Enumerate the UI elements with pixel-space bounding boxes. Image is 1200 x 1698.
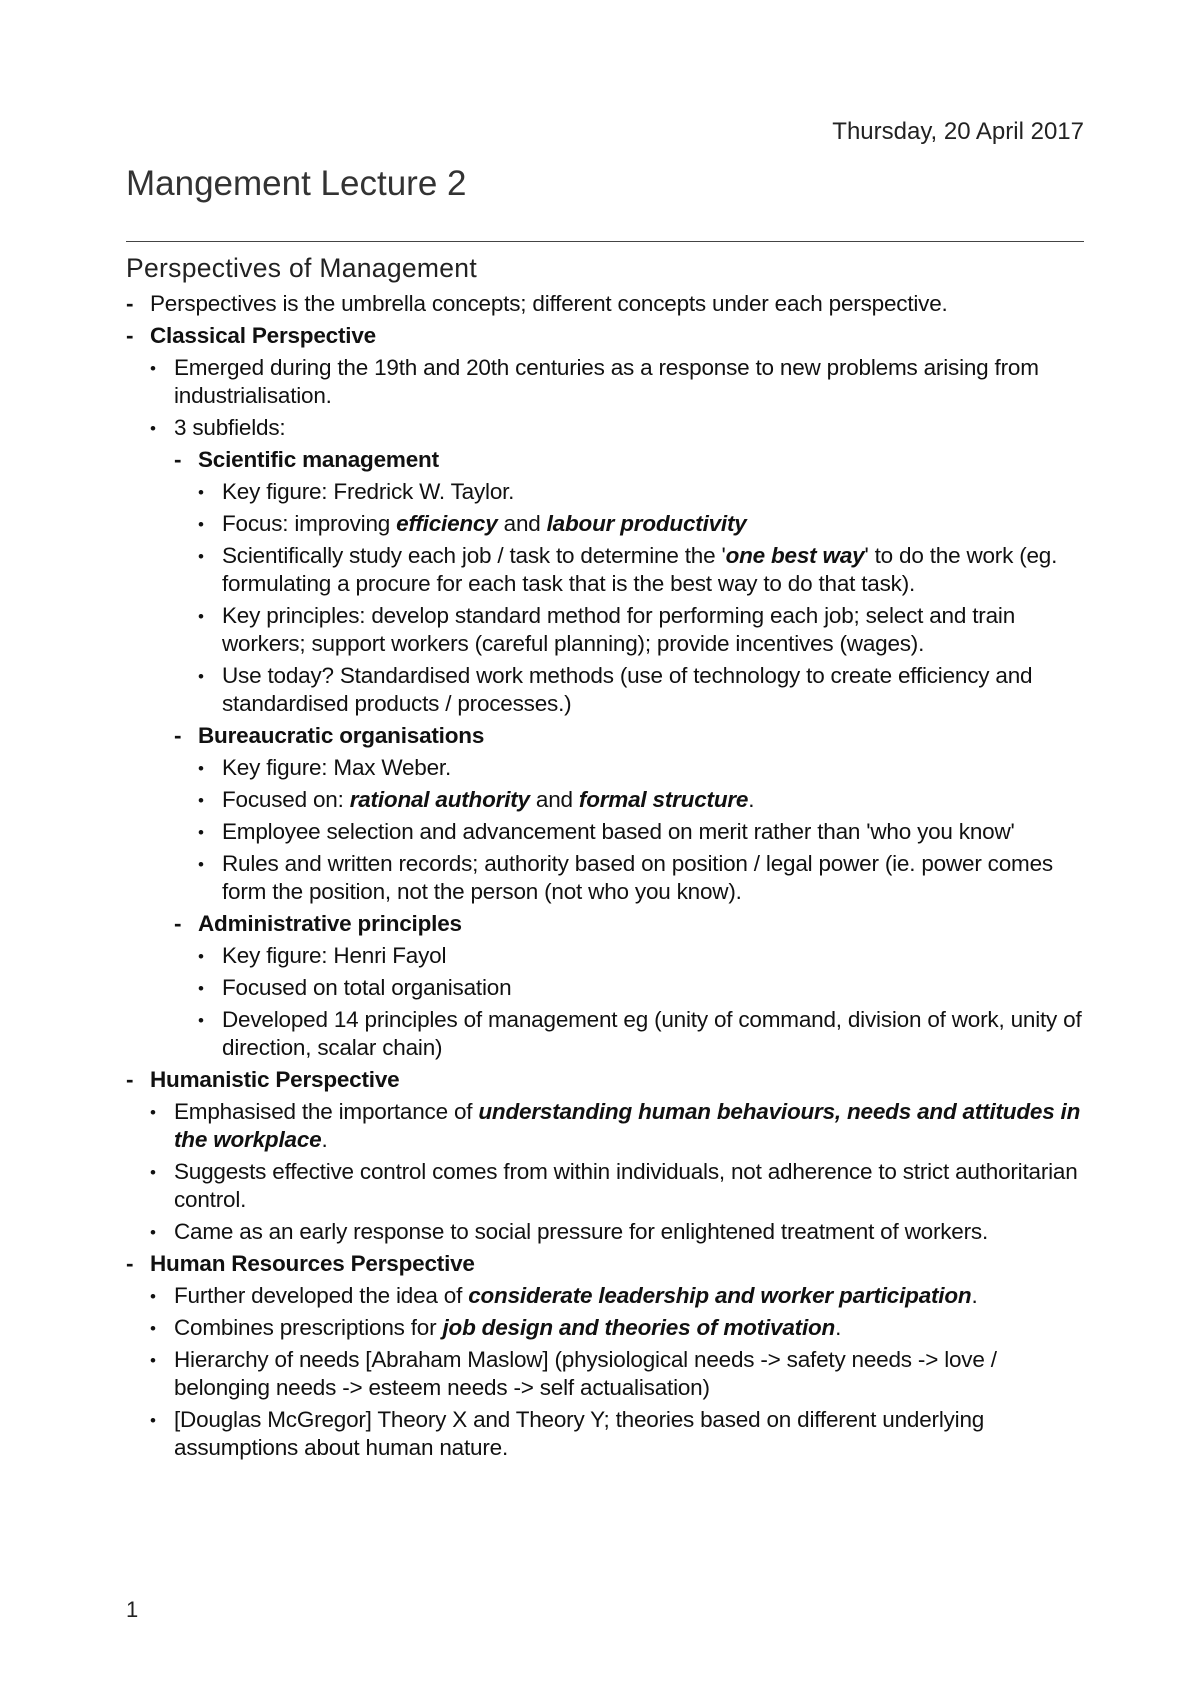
bullet-marker: • bbox=[198, 515, 204, 534]
list-item-text: Focus: improving bbox=[222, 511, 397, 536]
list-item bbox=[198, 510, 1084, 538]
emphasis-text: understanding human behaviours, needs and attitudes in the workplace bbox=[174, 1099, 1081, 1152]
list-item-intro bbox=[126, 290, 1084, 318]
bullet-marker: • bbox=[150, 1103, 156, 1122]
dash-marker: - bbox=[174, 447, 182, 472]
list-item bbox=[198, 754, 1084, 782]
list-item-administrative-principles bbox=[174, 910, 1084, 938]
bullet-marker: • bbox=[198, 823, 204, 842]
bullet-marker: • bbox=[150, 359, 156, 378]
list-item-text: Suggests effective control comes from within individuals, not adherence to strict authoritarian control. bbox=[174, 1159, 1078, 1212]
list-item-text: Key figure: Henri Fayol bbox=[222, 943, 447, 968]
bullet-marker: • bbox=[150, 1411, 156, 1430]
list-item bbox=[150, 354, 1084, 410]
list-item-text: Further developed the idea of bbox=[174, 1283, 469, 1308]
emphasis-text: rational authority bbox=[349, 787, 530, 812]
list-item bbox=[150, 1314, 1084, 1342]
list-item bbox=[198, 662, 1084, 718]
list-item-text: Developed 14 principles of management eg (unity of command, division of work, unity of direction, scalar chain) bbox=[222, 1007, 1082, 1060]
bullet-marker: • bbox=[198, 607, 204, 626]
list-item-text: Focused on total organisation bbox=[222, 975, 512, 1000]
list-item-humanistic-perspective bbox=[126, 1066, 1084, 1094]
list-item-text: Focused on: bbox=[222, 787, 350, 812]
list-item-text: . bbox=[835, 1315, 842, 1340]
emphasis-text: job design and theories of motivation bbox=[442, 1315, 836, 1340]
dash-marker: - bbox=[174, 723, 182, 748]
list-item-scientific-management bbox=[174, 446, 1084, 474]
title-divider bbox=[126, 241, 1084, 242]
list-item bbox=[198, 786, 1084, 814]
bullet-marker: • bbox=[150, 1223, 156, 1242]
list-item-text: . bbox=[748, 787, 755, 812]
bullet-marker: • bbox=[198, 791, 204, 810]
list-item-human-resources-perspective bbox=[126, 1250, 1084, 1278]
list-item-text: and bbox=[497, 511, 547, 536]
dash-marker: - bbox=[174, 911, 182, 936]
list-item-text: [Douglas McGregor] Theory X and Theory Y; theories based on different underlying assumptions about human nature. bbox=[174, 1407, 985, 1460]
list-item bbox=[198, 818, 1084, 846]
list-item bbox=[150, 1098, 1084, 1154]
list-item-text: Scientifically study each job / task to determine the ' bbox=[222, 543, 726, 568]
heading-humanistic-perspective: Humanistic Perspective bbox=[150, 1067, 400, 1092]
section-heading: Perspectives of Management bbox=[126, 253, 478, 283]
document-date: Thursday, 20 April 2017 bbox=[832, 118, 1084, 145]
list-item bbox=[198, 1006, 1084, 1062]
emphasis-text: labour productivity bbox=[546, 511, 747, 536]
bullet-marker: • bbox=[198, 855, 204, 874]
list-item bbox=[198, 602, 1084, 658]
bullet-marker: • bbox=[150, 1319, 156, 1338]
emphasis-text: considerate leadership and worker participation bbox=[468, 1283, 972, 1308]
dash-marker: - bbox=[126, 1067, 134, 1092]
list-item bbox=[198, 974, 1084, 1002]
list-item-text: and bbox=[529, 787, 579, 812]
bullet-marker: • bbox=[150, 1351, 156, 1370]
dash-marker: - bbox=[126, 291, 134, 316]
list-item-text: Came as an early response to social pressure for enlightened treatment of workers. bbox=[174, 1219, 989, 1244]
bullet-marker: • bbox=[198, 1011, 204, 1030]
list-item-text: . bbox=[321, 1127, 328, 1152]
heading-scientific-management: Scientific management bbox=[198, 447, 439, 472]
list-item bbox=[198, 942, 1084, 970]
heading-bureaucratic-organisations: Bureaucratic organisations bbox=[198, 723, 485, 748]
list-item bbox=[150, 1346, 1084, 1402]
list-item-bureaucratic-organisations bbox=[174, 722, 1084, 750]
list-item-text: . bbox=[971, 1283, 978, 1308]
list-item-text: Rules and written records; authority based on position / legal power (ie. power comes form the position, not the person (not who you know). bbox=[222, 851, 1053, 904]
bullet-marker: • bbox=[150, 1163, 156, 1182]
list-item-text: Perspectives is the umbrella concepts; different concepts under each perspective. bbox=[150, 291, 948, 316]
emphasis-text: one best way bbox=[725, 543, 865, 568]
list-item bbox=[150, 1282, 1084, 1310]
list-item bbox=[198, 850, 1084, 906]
dash-marker: - bbox=[126, 323, 134, 348]
emphasis-text: efficiency bbox=[396, 511, 498, 536]
list-item-text: 3 subfields: bbox=[174, 415, 286, 440]
list-item-text: Key figure: Max Weber. bbox=[222, 755, 452, 780]
list-item bbox=[198, 542, 1084, 598]
list-item-text: Emerged during the 19th and 20th centuries as a response to new problems arising from industrialisation. bbox=[174, 355, 1039, 408]
list-item-text: Use today? Standardised work methods (use of technology to create efficiency and standardised products / processes.) bbox=[222, 663, 1033, 716]
page-number: 1 bbox=[126, 1597, 139, 1622]
bullet-marker: • bbox=[198, 979, 204, 998]
list-item bbox=[150, 1158, 1084, 1214]
bullet-marker: • bbox=[150, 419, 156, 438]
list-item-classical-perspective bbox=[126, 322, 1084, 350]
bullet-marker: • bbox=[150, 1287, 156, 1306]
list-item-text: Employee selection and advancement based on merit rather than 'who you know' bbox=[222, 819, 1015, 844]
page-title: Mangement Lecture 2 bbox=[126, 164, 467, 203]
heading-classical-perspective: Classical Perspective bbox=[150, 323, 376, 348]
list-item bbox=[198, 478, 1084, 506]
dash-marker: - bbox=[126, 1251, 134, 1276]
heading-human-resources-perspective: Human Resources Perspective bbox=[150, 1251, 475, 1276]
list-item bbox=[150, 1218, 1084, 1246]
bullet-marker: • bbox=[198, 947, 204, 966]
list-item bbox=[150, 1406, 1084, 1462]
list-item-text: Emphasised the importance of bbox=[174, 1099, 479, 1124]
list-item bbox=[150, 414, 1084, 442]
emphasis-text: formal structure bbox=[578, 787, 749, 812]
bullet-marker: • bbox=[198, 667, 204, 686]
bullet-marker: • bbox=[198, 547, 204, 566]
notes-body bbox=[126, 250, 1084, 1462]
heading-administrative-principles: Administrative principles bbox=[198, 911, 462, 936]
list-item-text: Key principles: develop standard method for performing each job; select and train workers; support workers (careful planning); provide incentives (wages). bbox=[222, 603, 1016, 656]
bullet-marker: • bbox=[198, 759, 204, 778]
list-item-text: Key figure: Fredrick W. Taylor. bbox=[222, 479, 515, 504]
bullet-marker: • bbox=[198, 483, 204, 502]
list-item-text: Combines prescriptions for bbox=[174, 1315, 443, 1340]
list-item-text: Hierarchy of needs [Abraham Maslow] (physiological needs -> safety needs -> love / belonging needs -> esteem needs -> self actualisation) bbox=[174, 1347, 997, 1400]
list-item-text: ' to do the work (eg. formulating a procure for each task that is the best way to do that task). bbox=[222, 543, 1058, 596]
